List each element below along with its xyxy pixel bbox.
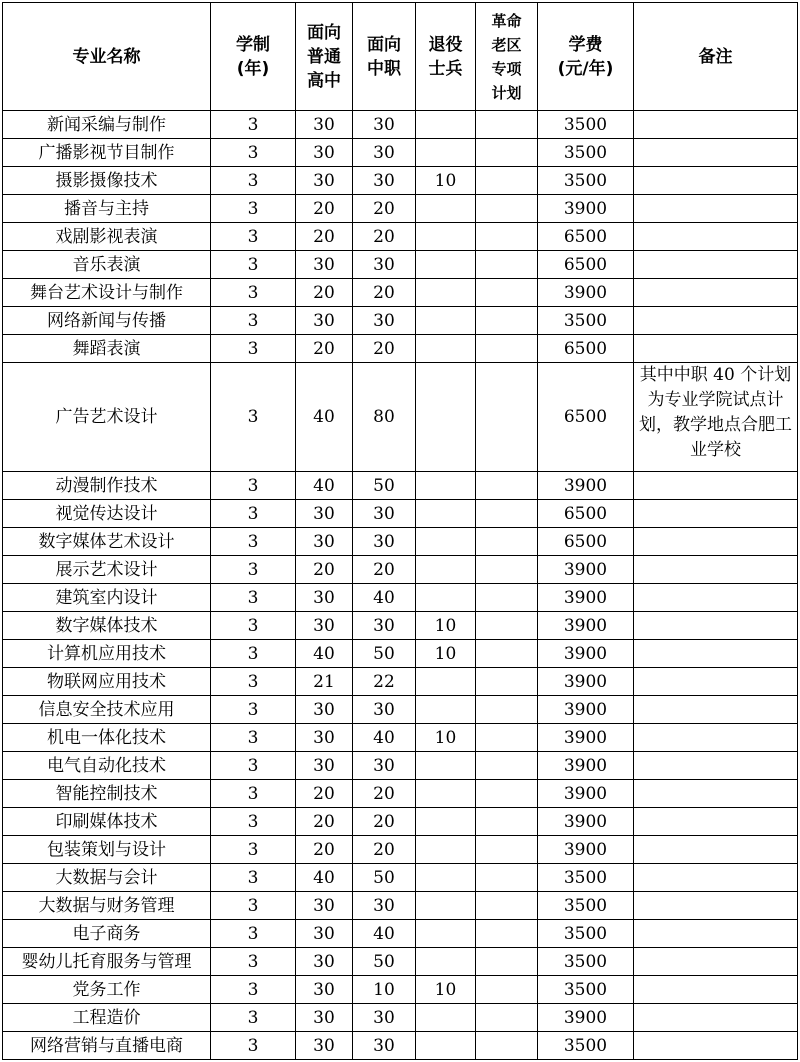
table-row (3, 335, 798, 363)
cell-old-revolutionary-area (476, 1032, 538, 1060)
cell-vocational: 30 (353, 111, 416, 139)
cell-general-highschool: 30 (296, 167, 353, 195)
cell-vocational: 30 (353, 307, 416, 335)
cell-vocational: 20 (353, 335, 416, 363)
cell-general-highschool: 20 (296, 335, 353, 363)
cell-remark (634, 279, 798, 307)
cell-years: 3 (211, 556, 296, 584)
cell-tuition: 3900 (538, 752, 634, 780)
cell-years: 3 (211, 920, 296, 948)
cell-major-name: 大数据与财务管理 (3, 892, 211, 920)
table-row (3, 363, 798, 472)
cell-general-highschool: 30 (296, 528, 353, 556)
cell-general-highschool: 40 (296, 472, 353, 500)
cell-old-revolutionary-area (476, 111, 538, 139)
cell-major-name: 摄影摄像技术 (3, 167, 211, 195)
cell-old-revolutionary-area (476, 195, 538, 223)
cell-general-highschool: 30 (296, 696, 353, 724)
cell-old-revolutionary-area (476, 724, 538, 752)
cell-general-highschool: 30 (296, 612, 353, 640)
table-row (3, 500, 798, 528)
cell-major-name: 动漫制作技术 (3, 472, 211, 500)
cell-major-name: 智能控制技术 (3, 780, 211, 808)
cell-veterans (416, 556, 476, 584)
cell-vocational: 20 (353, 836, 416, 864)
cell-vocational: 50 (353, 948, 416, 976)
cell-vocational: 50 (353, 864, 416, 892)
cell-years: 3 (211, 808, 296, 836)
cell-major-name: 广告艺术设计 (3, 363, 211, 472)
cell-tuition: 3500 (538, 139, 634, 167)
cell-old-revolutionary-area (476, 808, 538, 836)
cell-general-highschool: 30 (296, 976, 353, 1004)
cell-remark: 其中中职 40 个计划为专业学院试点计划，教学地点合肥工业学校 (634, 363, 798, 472)
cell-old-revolutionary-area (476, 251, 538, 279)
cell-vocational: 10 (353, 976, 416, 1004)
cell-vocational: 30 (353, 696, 416, 724)
cell-old-revolutionary-area (476, 279, 538, 307)
column-header-old-revolutionary-area: 革命 老区 专项 计划 (476, 3, 538, 111)
cell-remark (634, 500, 798, 528)
cell-years: 3 (211, 976, 296, 1004)
cell-major-name: 网络新闻与传播 (3, 307, 211, 335)
cell-major-name: 数字媒体技术 (3, 612, 211, 640)
cell-general-highschool: 30 (296, 948, 353, 976)
cell-veterans (416, 864, 476, 892)
cell-veterans (416, 111, 476, 139)
table-row (3, 948, 798, 976)
column-header-name: 专业名称 (3, 3, 211, 111)
cell-general-highschool: 30 (296, 724, 353, 752)
cell-major-name: 展示艺术设计 (3, 556, 211, 584)
cell-remark (634, 251, 798, 279)
cell-remark (634, 892, 798, 920)
table-row (3, 195, 798, 223)
cell-general-highschool: 30 (296, 251, 353, 279)
cell-tuition: 3900 (538, 472, 634, 500)
cell-old-revolutionary-area (476, 836, 538, 864)
cell-general-highschool: 30 (296, 1004, 353, 1032)
cell-years: 3 (211, 279, 296, 307)
cell-remark (634, 948, 798, 976)
cell-old-revolutionary-area (476, 612, 538, 640)
cell-veterans (416, 584, 476, 612)
cell-general-highschool: 20 (296, 808, 353, 836)
table-row (3, 307, 798, 335)
cell-veterans (416, 363, 476, 472)
cell-vocational: 20 (353, 279, 416, 307)
cell-major-name: 婴幼儿托育服务与管理 (3, 948, 211, 976)
cell-tuition: 3500 (538, 307, 634, 335)
cell-vocational: 30 (353, 892, 416, 920)
cell-veterans (416, 948, 476, 976)
table-row (3, 167, 798, 195)
cell-vocational: 20 (353, 556, 416, 584)
cell-years: 3 (211, 528, 296, 556)
cell-remark (634, 335, 798, 363)
cell-years: 3 (211, 948, 296, 976)
cell-major-name: 信息安全技术应用 (3, 696, 211, 724)
cell-general-highschool: 30 (296, 920, 353, 948)
cell-tuition: 6500 (538, 251, 634, 279)
cell-tuition: 3500 (538, 920, 634, 948)
cell-tuition: 3500 (538, 976, 634, 1004)
cell-general-highschool: 30 (296, 111, 353, 139)
cell-remark (634, 752, 798, 780)
cell-major-name: 新闻采编与制作 (3, 111, 211, 139)
cell-remark (634, 195, 798, 223)
table-row (3, 1004, 798, 1032)
table-row (3, 251, 798, 279)
cell-old-revolutionary-area (476, 1004, 538, 1032)
cell-years: 3 (211, 111, 296, 139)
cell-years: 3 (211, 1004, 296, 1032)
column-header-years: 学制 (年) (211, 3, 296, 111)
cell-general-highschool: 30 (296, 1032, 353, 1060)
table-body (3, 111, 798, 1060)
cell-major-name: 数字媒体艺术设计 (3, 528, 211, 556)
cell-vocational: 40 (353, 920, 416, 948)
header-row (3, 3, 798, 111)
cell-veterans (416, 528, 476, 556)
cell-tuition: 3900 (538, 556, 634, 584)
cell-general-highschool: 30 (296, 139, 353, 167)
cell-major-name: 包装策划与设计 (3, 836, 211, 864)
cell-old-revolutionary-area (476, 528, 538, 556)
cell-veterans (416, 195, 476, 223)
table-row (3, 836, 798, 864)
cell-years: 3 (211, 335, 296, 363)
table-row (3, 864, 798, 892)
cell-veterans (416, 1032, 476, 1060)
cell-veterans (416, 139, 476, 167)
cell-years: 3 (211, 363, 296, 472)
cell-major-name: 播音与主持 (3, 195, 211, 223)
table-row (3, 808, 798, 836)
table-row (3, 223, 798, 251)
cell-major-name: 广播影视节目制作 (3, 139, 211, 167)
table-row (3, 556, 798, 584)
table-row (3, 584, 798, 612)
cell-veterans (416, 307, 476, 335)
cell-general-highschool: 20 (296, 836, 353, 864)
column-header-veterans: 退役 士兵 (416, 3, 476, 111)
cell-vocational: 20 (353, 223, 416, 251)
cell-years: 3 (211, 195, 296, 223)
cell-tuition: 3900 (538, 279, 634, 307)
cell-remark (634, 111, 798, 139)
cell-old-revolutionary-area (476, 640, 538, 668)
cell-old-revolutionary-area (476, 892, 538, 920)
cell-tuition: 3500 (538, 892, 634, 920)
cell-old-revolutionary-area (476, 500, 538, 528)
cell-tuition: 3900 (538, 696, 634, 724)
cell-years: 3 (211, 251, 296, 279)
cell-major-name: 机电一体化技术 (3, 724, 211, 752)
table-row (3, 668, 798, 696)
cell-years: 3 (211, 864, 296, 892)
cell-vocational: 50 (353, 472, 416, 500)
table-row (3, 1032, 798, 1060)
cell-major-name: 电子商务 (3, 920, 211, 948)
cell-vocational: 30 (353, 612, 416, 640)
cell-tuition: 3900 (538, 584, 634, 612)
table-row (3, 920, 798, 948)
cell-old-revolutionary-area (476, 780, 538, 808)
cell-major-name: 网络营销与直播电商 (3, 1032, 211, 1060)
cell-remark (634, 556, 798, 584)
cell-tuition: 6500 (538, 500, 634, 528)
cell-vocational: 20 (353, 808, 416, 836)
cell-years: 3 (211, 500, 296, 528)
cell-old-revolutionary-area (476, 948, 538, 976)
cell-tuition: 6500 (538, 528, 634, 556)
cell-remark (634, 920, 798, 948)
cell-old-revolutionary-area (476, 920, 538, 948)
cell-old-revolutionary-area (476, 976, 538, 1004)
cell-tuition: 3900 (538, 640, 634, 668)
cell-general-highschool: 21 (296, 668, 353, 696)
cell-old-revolutionary-area (476, 472, 538, 500)
cell-years: 3 (211, 780, 296, 808)
cell-years: 3 (211, 836, 296, 864)
cell-remark (634, 584, 798, 612)
table-row (3, 279, 798, 307)
cell-years: 3 (211, 1032, 296, 1060)
cell-remark (634, 612, 798, 640)
cell-vocational: 40 (353, 584, 416, 612)
cell-vocational: 30 (353, 528, 416, 556)
cell-veterans: 10 (416, 976, 476, 1004)
cell-years: 3 (211, 139, 296, 167)
cell-major-name: 大数据与会计 (3, 864, 211, 892)
cell-vocational: 30 (353, 139, 416, 167)
cell-remark (634, 780, 798, 808)
cell-veterans: 10 (416, 612, 476, 640)
cell-general-highschool: 30 (296, 892, 353, 920)
cell-vocational: 30 (353, 752, 416, 780)
cell-general-highschool: 40 (296, 363, 353, 472)
cell-general-highschool: 20 (296, 223, 353, 251)
cell-tuition: 3900 (538, 612, 634, 640)
cell-years: 3 (211, 892, 296, 920)
cell-veterans: 10 (416, 167, 476, 195)
cell-remark (634, 668, 798, 696)
cell-remark (634, 528, 798, 556)
cell-general-highschool: 20 (296, 195, 353, 223)
cell-general-highschool: 30 (296, 500, 353, 528)
cell-old-revolutionary-area (476, 335, 538, 363)
table-row (3, 976, 798, 1004)
cell-veterans (416, 696, 476, 724)
cell-remark (634, 836, 798, 864)
table-row (3, 111, 798, 139)
cell-vocational: 20 (353, 195, 416, 223)
cell-tuition: 3500 (538, 864, 634, 892)
cell-remark (634, 1004, 798, 1032)
cell-old-revolutionary-area (476, 167, 538, 195)
cell-vocational: 20 (353, 780, 416, 808)
cell-old-revolutionary-area (476, 668, 538, 696)
cell-old-revolutionary-area (476, 584, 538, 612)
cell-tuition: 3900 (538, 808, 634, 836)
table-row (3, 472, 798, 500)
cell-vocational: 30 (353, 1004, 416, 1032)
cell-veterans (416, 335, 476, 363)
cell-veterans (416, 920, 476, 948)
cell-vocational: 50 (353, 640, 416, 668)
cell-general-highschool: 20 (296, 780, 353, 808)
cell-major-name: 电气自动化技术 (3, 752, 211, 780)
cell-vocational: 40 (353, 724, 416, 752)
cell-years: 3 (211, 167, 296, 195)
cell-years: 3 (211, 752, 296, 780)
cell-general-highschool: 30 (296, 752, 353, 780)
cell-tuition: 3900 (538, 668, 634, 696)
cell-general-highschool: 30 (296, 584, 353, 612)
cell-tuition: 3500 (538, 948, 634, 976)
cell-major-name: 党务工作 (3, 976, 211, 1004)
cell-tuition: 6500 (538, 335, 634, 363)
cell-veterans (416, 892, 476, 920)
cell-vocational: 30 (353, 167, 416, 195)
cell-veterans: 10 (416, 724, 476, 752)
cell-major-name: 舞台艺术设计与制作 (3, 279, 211, 307)
cell-years: 3 (211, 724, 296, 752)
cell-tuition: 3900 (538, 780, 634, 808)
cell-old-revolutionary-area (476, 223, 538, 251)
table-row (3, 640, 798, 668)
cell-veterans (416, 500, 476, 528)
cell-major-name: 视觉传达设计 (3, 500, 211, 528)
cell-years: 3 (211, 307, 296, 335)
table-row (3, 724, 798, 752)
cell-years: 3 (211, 584, 296, 612)
cell-remark (634, 472, 798, 500)
cell-old-revolutionary-area (476, 556, 538, 584)
cell-old-revolutionary-area (476, 696, 538, 724)
cell-old-revolutionary-area (476, 307, 538, 335)
cell-veterans (416, 836, 476, 864)
cell-tuition: 3900 (538, 836, 634, 864)
table-row (3, 528, 798, 556)
cell-tuition: 3500 (538, 111, 634, 139)
cell-old-revolutionary-area (476, 864, 538, 892)
cell-major-name: 建筑室内设计 (3, 584, 211, 612)
cell-tuition: 3900 (538, 724, 634, 752)
cell-remark (634, 864, 798, 892)
table-row (3, 139, 798, 167)
column-header-tuition: 学费 (元/年) (538, 3, 634, 111)
cell-general-highschool: 20 (296, 279, 353, 307)
cell-major-name: 舞蹈表演 (3, 335, 211, 363)
cell-veterans (416, 472, 476, 500)
cell-years: 3 (211, 472, 296, 500)
cell-vocational: 30 (353, 1032, 416, 1060)
cell-veterans (416, 668, 476, 696)
cell-veterans (416, 780, 476, 808)
table-row (3, 892, 798, 920)
cell-general-highschool: 20 (296, 556, 353, 584)
cell-general-highschool: 30 (296, 307, 353, 335)
cell-major-name: 戏剧影视表演 (3, 223, 211, 251)
cell-veterans (416, 251, 476, 279)
cell-veterans (416, 1004, 476, 1032)
cell-major-name: 印刷媒体技术 (3, 808, 211, 836)
cell-major-name: 工程造价 (3, 1004, 211, 1032)
cell-veterans (416, 279, 476, 307)
cell-major-name: 音乐表演 (3, 251, 211, 279)
cell-remark (634, 307, 798, 335)
cell-vocational: 80 (353, 363, 416, 472)
cell-major-name: 计算机应用技术 (3, 640, 211, 668)
column-header-general-highschool: 面向 普通 高中 (296, 3, 353, 111)
cell-general-highschool: 40 (296, 864, 353, 892)
cell-remark (634, 724, 798, 752)
cell-remark (634, 223, 798, 251)
cell-years: 3 (211, 696, 296, 724)
enrollment-plan-table (2, 2, 798, 1060)
cell-years: 3 (211, 640, 296, 668)
cell-tuition: 3500 (538, 167, 634, 195)
cell-veterans (416, 223, 476, 251)
cell-remark (634, 1032, 798, 1060)
cell-vocational: 30 (353, 251, 416, 279)
cell-years: 3 (211, 668, 296, 696)
column-header-remark: 备注 (634, 3, 798, 111)
cell-veterans: 10 (416, 640, 476, 668)
cell-remark (634, 808, 798, 836)
cell-vocational: 22 (353, 668, 416, 696)
table-row (3, 612, 798, 640)
cell-remark (634, 976, 798, 1004)
table-row (3, 752, 798, 780)
cell-years: 3 (211, 612, 296, 640)
cell-tuition: 3900 (538, 1004, 634, 1032)
cell-veterans (416, 808, 476, 836)
cell-remark (634, 139, 798, 167)
cell-veterans (416, 752, 476, 780)
cell-old-revolutionary-area (476, 752, 538, 780)
cell-general-highschool: 40 (296, 640, 353, 668)
cell-tuition: 6500 (538, 363, 634, 472)
cell-tuition: 3900 (538, 195, 634, 223)
cell-old-revolutionary-area (476, 139, 538, 167)
column-header-vocational: 面向 中职 (353, 3, 416, 111)
cell-tuition: 3500 (538, 1032, 634, 1060)
cell-remark (634, 696, 798, 724)
cell-vocational: 30 (353, 500, 416, 528)
cell-years: 3 (211, 223, 296, 251)
cell-old-revolutionary-area (476, 363, 538, 472)
cell-remark (634, 167, 798, 195)
cell-tuition: 6500 (538, 223, 634, 251)
table-row (3, 780, 798, 808)
cell-remark (634, 640, 798, 668)
table-row (3, 696, 798, 724)
cell-major-name: 物联网应用技术 (3, 668, 211, 696)
